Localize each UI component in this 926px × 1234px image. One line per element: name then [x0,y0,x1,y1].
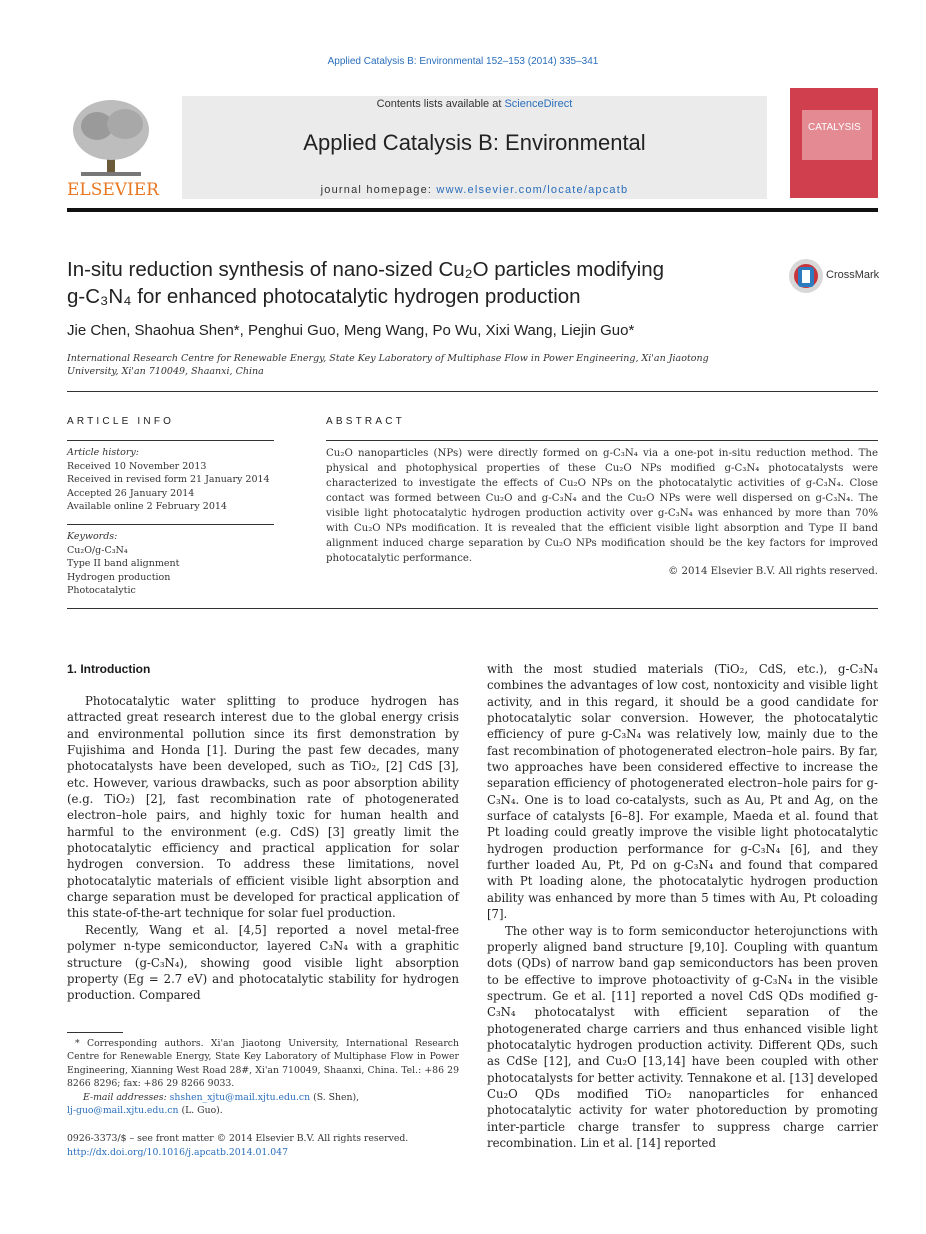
homepage-link[interactable]: www.elsevier.com/locate/apcatb [436,184,629,196]
info-rule-2 [67,524,274,525]
homepage-prefix: journal homepage: [320,184,437,196]
keyword: Cu₂O/g-C₃N₄ [67,544,128,556]
abstract-heading: ABSTRACT [326,416,405,427]
email-line [67,1104,459,1117]
abstract-rule [326,440,878,441]
cover-title: CATALYSIS [808,122,861,133]
keywords [67,530,274,598]
front-matter-info [67,1132,467,1160]
history-revised: Received in revised form 21 January 2014 [67,474,270,485]
history-accepted: Accepted 26 January 2014 [67,487,195,499]
journal-title: Applied Catalysis B: Environmental [303,130,646,155]
journal-reference[interactable]: Applied Catalysis B: Environmental 152–153 (2014) 335–341 [327,56,599,67]
title-line-1: In-situ reduction synthesis of nano-sized Cu₂O particles modifying [67,258,665,281]
abstract-copyright: © 2014 Elsevier B.V. All rights reserved. [668,566,878,577]
title-rule [67,391,878,392]
body-right-column [487,661,878,1151]
keyword: Hydrogen production [67,571,171,583]
contents-prefix: Contents lists available at [376,98,505,110]
paragraph: Recently, Wang et al. [4,5] reported a novel metal-free polymer n-type semiconductor, layered C₃N₄ with a graphitic structure (g-C₃N₄), showing good visible light absorption property (Eg = 2.7 eV) and photocatalytic stability for hydrogen production. Compared [67,922,459,1003]
abstract-bottom-rule [67,608,878,609]
paragraph: The other way is to form semiconductor heterojunctions with properly aligned band structure [9,10]. Coupling with quantum dots (QDs) of narrow band gap semiconductors has been proven to be effective to improve photoactivity of g-C₃N₄ in the visible spectrum. Ge et al. [11] reported a novel CdS QDs modified g-C₃N₄ photocatalyst with efficient separation of the photogenerated charge carriers and thus enhanced visible light photocatalytic hydrogen production activity. Different QDs, such as CdSe [12], and Cu₂O [13,14] have been coupled with other photocatalysts for better activity. Tennakone et al. [13] developed Cu₂O QDs modified TiO₂ nanoparticles for enhanced photocatalytic activity for water photoreduction by promoting inter-particle charge transfer to suppress charge carrier recombination. Lin et al. [14] reported [487,923,878,1150]
history-online: Available online 2 February 2014 [67,501,227,512]
history-received: Received 10 November 2013 [67,460,207,472]
history-label: Article history: [67,447,139,458]
info-rule-1 [67,440,274,441]
email-name: (S. Shen), [310,1091,360,1103]
author-list: Jie Chen, Shaohua Shen*, Penghui Guo, Meng Wang, Po Wu, Xixi Wang, Liejin Guo* [67,322,635,339]
article-title [67,256,767,310]
email-name: (L. Guo). [178,1105,223,1117]
journal-cover-image [790,88,878,198]
keyword: Type II band alignment [67,558,180,569]
email-link-guo[interactable]: lj-guo@mail.xjtu.edu.cn [67,1105,179,1117]
keyword: Photocatalytic [67,585,136,596]
elsevier-logo [67,96,159,200]
email-link-shen[interactable]: shshen_xjtu@mail.xjtu.edu.cn [169,1091,311,1103]
email-label: E-mail addresses: [83,1091,170,1103]
body-left-column [67,693,459,1004]
footnote-rule [67,1032,123,1033]
paragraph: with the most studied materials (TiO₂, CdS, etc.), g-C₃N₄ combines the advantages of low cost, nontoxicity and visible light activity, and in this regard, it should be a good candidate for photocatalytic solar conversion. However, the photocatalytic efficiency of pure g-C₃N₄ was relatively low, mainly due to the fast recombination of photogenerated electron–hole pairs. By far, two approaches have been considered effective to increase the separation efficiency of photogenerated electron–hole pairs for g-C₃N₄. One is to load co-catalysts, such as Au, Pt and Ag, on the surface of catalysts [6–8]. For example, Maeda et al. found that Pt loading could greatly improve the visible light photocatalytic hydrogen production performance for g-C₃N₄ [6], and they further loaded Au, Pt, Pd on g-C₃N₄ and found that compared with Pt loading alone, the photocatalytic hydrogen production ability was enhanced by more than 5 times with Au, Pt coloading [7]. [487,662,878,922]
email-line [67,1091,459,1104]
crossmark-label: CrossMark [826,269,880,281]
paragraph: Photocatalytic water splitting to produce hydrogen has attracted great research interest due to the global energy crisis and environmental pollution since its first demonstration by Fujishima and Honda [1]. During the past few decades, many photocatalysts have been developed, such as TiO₂, [2] CdS [3], etc. However, various drawbacks, such as poor absorption ability (e.g. TiO₂) [2], fast recombination rate of photogenerated electron–hole pairs, and highly toxic for human health and harmful to the environment (e.g. CdS) [3] greatly limit the photocatalytic efficiency and practical application for solar hydrogen conversion. To address these limitations, novel photocatalytic materials of efficient visible light absorption and charge separation must be developed for practical application of this state-of-the-art technique for solar fuel production. [67,694,459,921]
crossmark-icon [788,258,824,294]
journal-homepage [182,184,767,196]
corresponding-author-footnote [67,1037,459,1117]
abstract-text: Cu₂O nanoparticles (NPs) were directly formed on g-C₃N₄ via a one-pot in-situ reduction method. The physical and photophysical properties of these Cu₂O NPs modified g-C₃N₄ photocatalysts were characterized to investigate the effects of Cu₂O NPs on the photocatalytic activities of g-C₃N₄. Close contact was formed between Cu₂O and g-C₃N₄ and the Cu₂O NPs were well dispersed on g-C₃N₄. The visible light photocatalytic hydrogen production activity over g-C₃N₄ was enhanced by more than 70% with Cu₂O NPs modification. It is revealed that the efficient visible light absorption and Type II band alignment induced charge separation by Cu₂O NPs modification should be the key factors for improved photocatalytic performance. [326,448,878,564]
title-line-2: g-C₃N₄ for enhanced photocatalytic hydrogen production [67,285,581,308]
issn-line: 0926-3373/$ – see front matter © 2014 Elsevier B.V. All rights reserved. [67,1133,409,1144]
keywords-label: Keywords: [67,531,118,542]
doi-link[interactable]: http://dx.doi.org/10.1016/j.apcatb.2014.01.047 [67,1147,289,1158]
section-heading-introduction: 1. Introduction [67,662,151,676]
header-rule [67,208,878,212]
footnote-text: * Corresponding authors. Xi'an Jiaotong University, International Research Centre for Renewable Energy, State Key Laboratory of Multiphase Flow in Power Engineering, Xianning West Road 28#, Xi'an 710049, Shaanxi, China. Tel.: +86 29 8266 8296; fax: +86 29 8266 9033. [67,1038,459,1090]
article-history [67,446,274,514]
cover-graphic [802,110,872,160]
contents-line [182,98,767,110]
sciencedirect-link[interactable]: ScienceDirect [504,98,573,110]
elsevier-wordmark: ELSEVIER [67,180,159,200]
crossmark-badge[interactable] [788,258,880,294]
article-info-heading: ARTICLE INFO [67,416,175,427]
affiliation: International Research Centre for Renewable Energy, State Key Laboratory of Multiphase Flow in Power Engineering, Xi'an Jiaotong University, Xi'an 710049, Shaanxi, China [67,353,709,377]
